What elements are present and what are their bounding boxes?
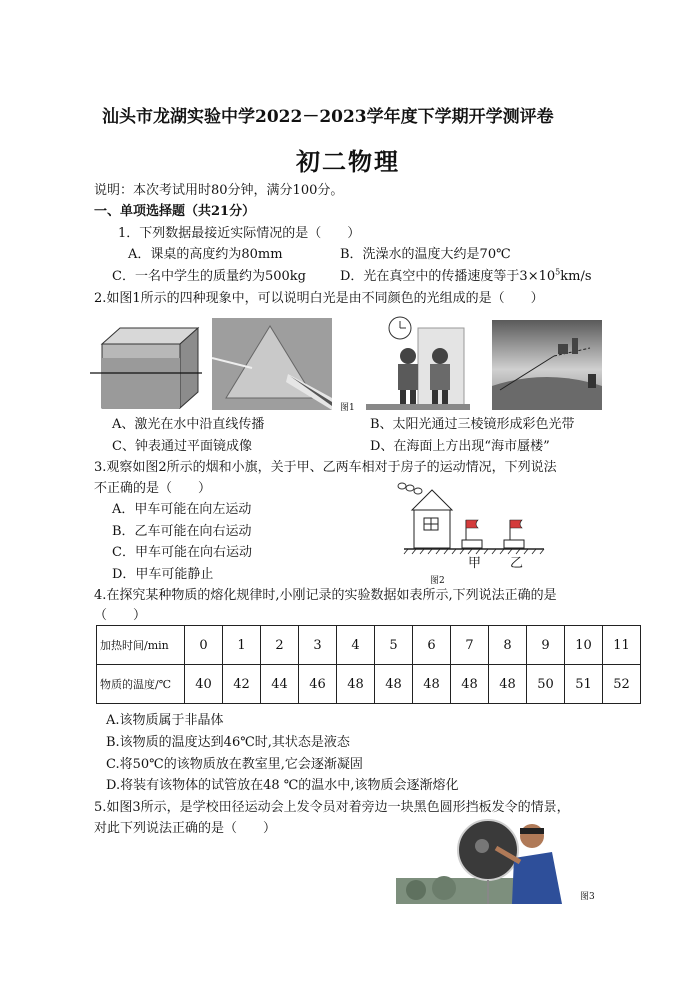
table-cell: 51: [565, 665, 603, 704]
figure-prism: [212, 318, 332, 410]
q1-stem: 1．下列数据最接近实际情况的是（ ）: [118, 226, 361, 241]
q5-stem-line1: 5.如图3所示，是学校田径运动会上发令员对着旁边一块黑色圆形挡板发令的情景，: [94, 800, 570, 815]
q3-option-c: C．甲车可能在向右运动: [112, 545, 252, 560]
melting-data-table: [96, 625, 641, 704]
q5-stem-line2: 对此下列说法正确的是（ ）: [94, 821, 277, 836]
exam-instructions: 说明：本次考试用时80分钟，满分100分。: [94, 183, 344, 198]
car-yi-label: 乙: [510, 556, 524, 571]
q4-option-c: C.将50℃的该物质放在教室里,它会逐渐凝固: [106, 757, 363, 772]
table-header-temperature: 物质的温度/℃: [97, 665, 185, 704]
table-cell: 4: [337, 626, 375, 665]
q3-option-a: A．甲车可能在向左运动: [112, 502, 252, 517]
table-cell: 2: [261, 626, 299, 665]
table-cell: 10: [565, 626, 603, 665]
table-cell: 3: [299, 626, 337, 665]
subject-title: 初二物理: [296, 147, 400, 176]
figure-3-label: 图3: [580, 892, 595, 902]
table-cell: 42: [223, 665, 261, 704]
table-cell: 6: [413, 626, 451, 665]
table-cell: 48: [451, 665, 489, 704]
table-cell: 46: [299, 665, 337, 704]
q1-option-a: A．课桌的高度约为80mm: [128, 247, 283, 262]
q4-option-b: B.该物质的温度达到46℃时,其状态是液态: [106, 735, 350, 750]
table-cell: 48: [489, 665, 527, 704]
q2-option-b: B、太阳光通过三棱镜形成彩色光带: [370, 417, 575, 432]
q1-option-b: B．洗澡水的温度大约是70℃: [340, 247, 511, 262]
table-cell: 48: [413, 665, 451, 704]
table-cell: 1: [223, 626, 261, 665]
q2-option-c: C、钟表通过平面镜成像: [112, 439, 252, 454]
table-cell: 52: [603, 665, 641, 704]
table-cell: 50: [527, 665, 565, 704]
figure-house-and-cars: [396, 480, 546, 558]
figure-2-label: 图2: [430, 576, 445, 586]
q3-stem-line1: 3.观察如图2所示的烟和小旗，关于甲、乙两车相对于房子的运动情况，下列说法: [94, 460, 557, 475]
q4-option-d: D.将装有该物体的试管放在48 ℃的温水中,该物质会逐渐熔化: [106, 778, 459, 793]
table-cell: 44: [261, 665, 299, 704]
q4-option-a: A.该物质属于非晶体: [106, 713, 224, 728]
car-jia-label: 甲: [468, 556, 482, 571]
table-row-temperature: [97, 665, 641, 704]
exam-title: 汕头市龙湖实验中学2022－2023学年度下学期开学测评卷: [102, 107, 554, 127]
q2-option-d: D、在海面上方出现“海市蜃楼”: [370, 439, 550, 454]
figure-1-label: 图1: [340, 403, 355, 413]
q3-option-b: B．乙车可能在向右运动: [112, 524, 252, 539]
q2-option-a: A、激光在水中沿直线传播: [112, 417, 265, 432]
figure-starter-photo: [396, 818, 586, 904]
table-row-time: [97, 626, 641, 665]
table-cell: 5: [375, 626, 413, 665]
q3-stem-line2: 不正确的是（ ）: [94, 481, 212, 496]
table-cell: 9: [527, 626, 565, 665]
table-cell: 40: [185, 665, 223, 704]
table-header-time: 加热时间/min: [97, 626, 185, 665]
q1-option-c: C．一名中学生的质量约为500kg: [112, 269, 306, 284]
q4-stem-line2: （ ）: [94, 608, 147, 623]
figure-laser-in-water: [90, 318, 202, 410]
figure-mirage: [492, 320, 602, 410]
q4-stem-line1: 4.在探究某种物质的熔化规律时,小刚记录的实验数据如表所示,下列说法正确的是: [94, 588, 557, 603]
table-cell: 7: [451, 626, 489, 665]
q2-stem: 2.如图1所示的四种现象中，可以说明白光是由不同颜色的光组成的是（ ）: [94, 291, 544, 306]
table-cell: 48: [337, 665, 375, 704]
table-cell: 8: [489, 626, 527, 665]
section-heading: 一、单项选择题（共21分）: [94, 204, 256, 219]
table-cell: 11: [603, 626, 641, 665]
q1-option-d: D．光在真空中的传播速度等于$3\times 10^5km/s$: [340, 267, 592, 284]
table-cell: 0: [185, 626, 223, 665]
figure-clock-mirror: [366, 316, 470, 410]
q3-option-d: D．甲车可能静止: [112, 567, 214, 582]
table-cell: 48: [375, 665, 413, 704]
